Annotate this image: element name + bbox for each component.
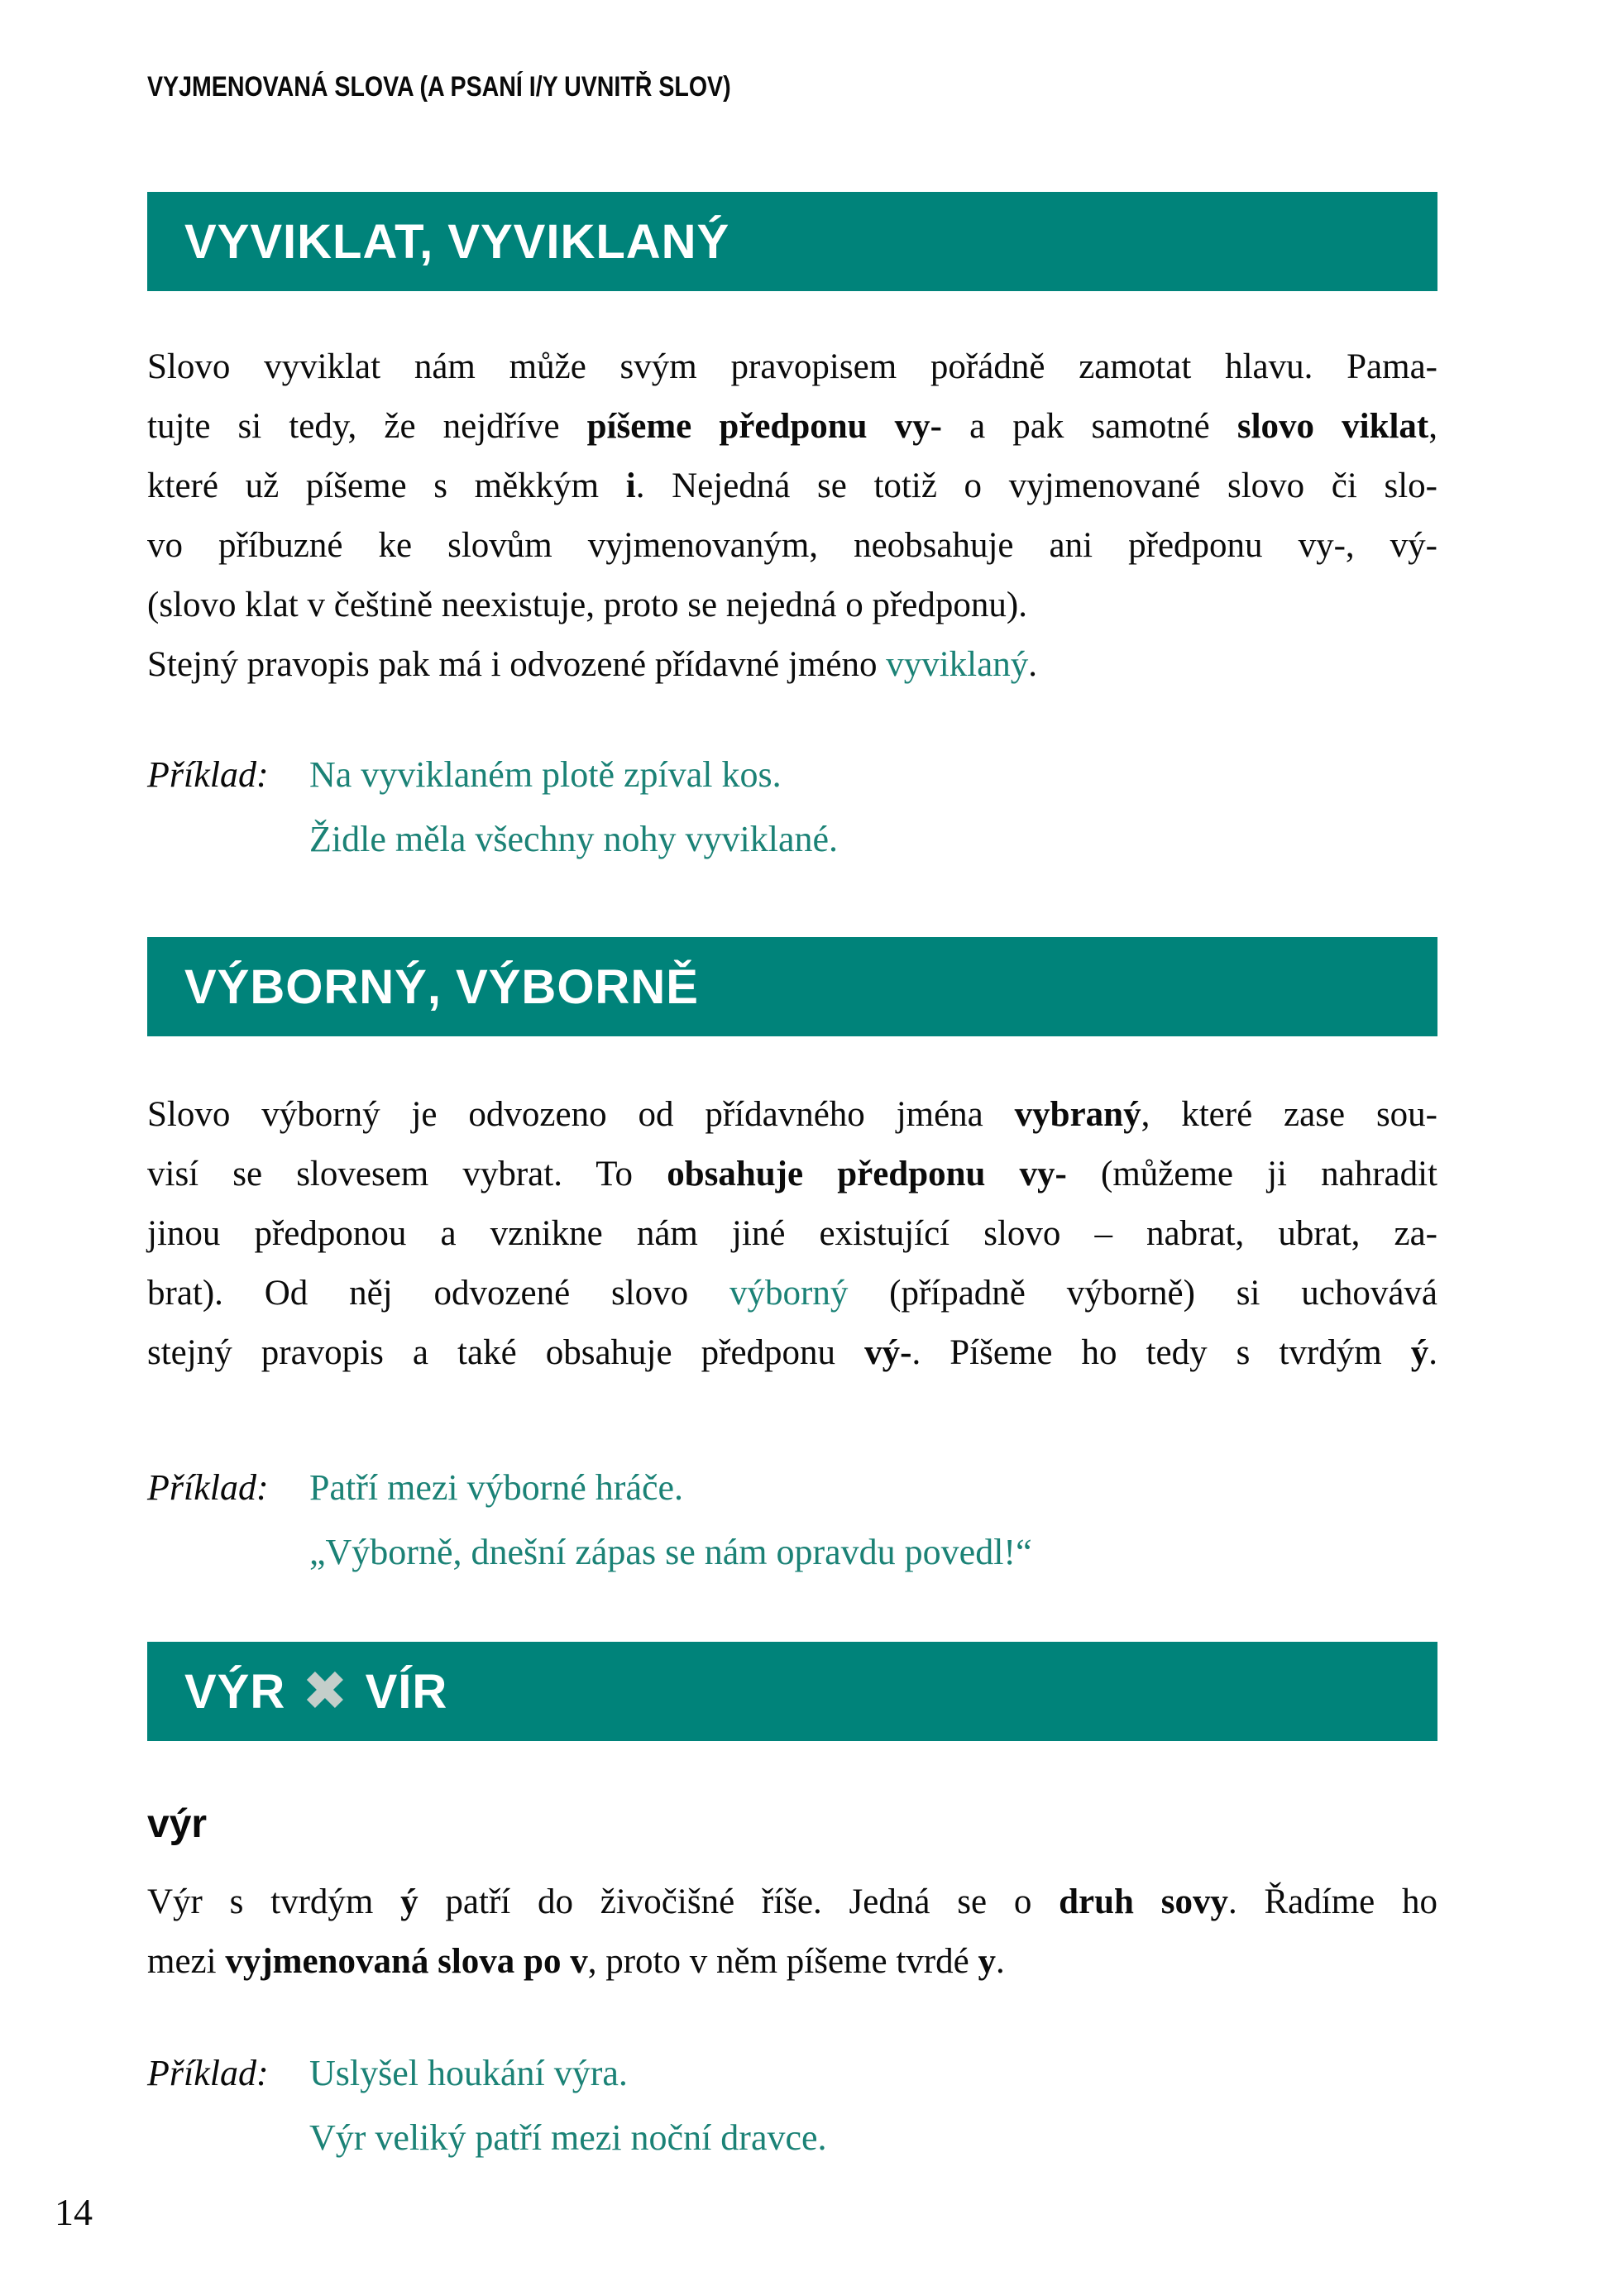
text-segment: y [978, 1942, 996, 1981]
text-line [309, 807, 838, 872]
text-line [147, 1323, 1437, 1383]
text-segment: které už píšeme s měkkým [147, 466, 626, 505]
text-segment: , které zase sou- [1141, 1095, 1437, 1134]
text-line [309, 2106, 827, 2170]
text-segment: Stejný pravopis pak má i odvozené přídavné jméno [147, 645, 887, 684]
section-banner-vyviklat [147, 192, 1437, 291]
text-line [147, 397, 1437, 457]
text-segment: . Nejedná se totiž o vyjmenované slovo či slo- [635, 466, 1437, 505]
text-segment: Výr veliký patří mezi noční dravce. [309, 2117, 827, 2158]
text-segment: , [1428, 407, 1437, 446]
section-banner-vyr-vir [147, 1642, 1437, 1741]
example-block [147, 743, 1437, 872]
text-segment: brat). Od něj odvozené slovo [147, 1274, 729, 1313]
text-line [147, 337, 1437, 397]
text-line [309, 743, 838, 807]
text-line [147, 1204, 1437, 1264]
text-segment: Výr s tvrdým [147, 1882, 401, 1921]
text-line [147, 1264, 1437, 1323]
text-segment: mezi [147, 1942, 226, 1981]
text-line [309, 1520, 1032, 1585]
example-lines [309, 743, 838, 872]
text-segment: tujte si tedy, že nejdříve [147, 407, 587, 446]
paragraph-vyborny [147, 1085, 1437, 1383]
running-head: VYJMENOVANÁ SLOVA (A PSANÍ I/Y UVNITŘ SLOV) [147, 71, 731, 103]
text-segment: vybraný [1014, 1095, 1141, 1134]
text-segment: . [1428, 1333, 1437, 1372]
text-segment: druh sovy [1059, 1882, 1228, 1921]
paragraph-vyviklat [147, 337, 1437, 695]
versus-x-icon: ✖ [302, 1659, 349, 1723]
text-segment: vo příbuzné ke slovům vyjmenovaným, neobsahuje ani předponu vy-, vý- [147, 526, 1437, 565]
text-segment: . [1028, 645, 1037, 684]
paragraph-vyr [147, 1873, 1437, 1992]
text-line [147, 1085, 1437, 1145]
text-line [147, 516, 1437, 576]
text-segment: obsahuje předponu vy- [667, 1155, 1067, 1193]
text-segment: vý- [864, 1333, 912, 1372]
example-lines [309, 1456, 1032, 1585]
text-segment: . [995, 1942, 1005, 1981]
text-segment: Na vyviklaném plotě zpíval kos. [309, 754, 782, 795]
text-segment: ý [400, 1882, 419, 1921]
text-segment: Židle měla všechny nohy vyviklané. [309, 819, 839, 859]
section-banner-vyborny [147, 937, 1437, 1036]
text-segment: vyviklaný [886, 645, 1029, 684]
text-segment: patří do živočišné říše. Jedná se o [418, 1882, 1060, 1921]
section-title-left: VÝR [184, 1664, 286, 1719]
text-line [147, 457, 1437, 516]
text-segment: ý [1410, 1333, 1429, 1372]
example-label: Příklad: [147, 1467, 269, 1508]
example-block [147, 1456, 1437, 1585]
text-line [309, 2041, 827, 2106]
text-line [147, 1145, 1437, 1204]
subheading-vyr: výr [147, 1802, 208, 1846]
text-segment: výborný [729, 1274, 849, 1313]
section-title-right: VÍR [365, 1664, 448, 1719]
text-line [309, 1456, 1032, 1520]
example-lines [309, 2041, 827, 2170]
example-label: Příklad: [147, 2053, 269, 2093]
text-line [147, 1873, 1437, 1932]
text-segment: (můžeme ji nahradit [1066, 1155, 1438, 1193]
text-line [147, 1932, 1437, 1992]
text-line [147, 635, 1437, 695]
text-segment: a pak samotné [941, 407, 1237, 446]
text-segment: . Řadíme ho [1227, 1882, 1437, 1921]
text-segment: (slovo klat v češtině neexistuje, proto se nejedná o předponu). [147, 586, 1027, 624]
text-segment: Uslyšel houkání výra. [309, 2053, 628, 2093]
text-segment: , proto v něm píšeme tvrdé [587, 1942, 978, 1981]
text-segment: i [625, 466, 636, 505]
text-segment: Slovo vyviklat nám může svým pravopisem pořádně zamotat hlavu. Pama- [147, 347, 1437, 386]
section-title: VÝBORNÝ, VÝBORNĚ [184, 959, 699, 1014]
page-number: 14 [55, 2191, 93, 2233]
section-title: VYVIKLAT, VYVIKLANÝ [184, 214, 730, 269]
text-segment: píšeme předponu vy- [586, 407, 942, 446]
example-block [147, 2041, 1437, 2170]
text-segment: vyjmenovaná slova po v [225, 1942, 588, 1981]
text-segment: Patří mezi výborné hráče. [309, 1467, 684, 1508]
example-label: Příklad: [147, 754, 269, 795]
text-line [147, 576, 1437, 635]
text-segment: slovo viklat [1237, 407, 1429, 446]
text-segment: (případně výborně) si uchovává [848, 1274, 1437, 1313]
text-segment: visí se slovesem vybrat. To [147, 1155, 667, 1193]
text-segment: Slovo výborný je odvozeno od přídavného jména [147, 1095, 1015, 1134]
text-segment: . Píšeme ho tedy s tvrdým [911, 1333, 1411, 1372]
text-segment: jinou předponou a vznikne nám jiné existující slovo – nabrat, ubrat, za- [147, 1214, 1437, 1253]
text-segment: „Výborně, dnešní zápas se nám opravdu povedl!“ [309, 1532, 1032, 1572]
text-segment: stejný pravopis a také obsahuje předponu [147, 1333, 865, 1372]
